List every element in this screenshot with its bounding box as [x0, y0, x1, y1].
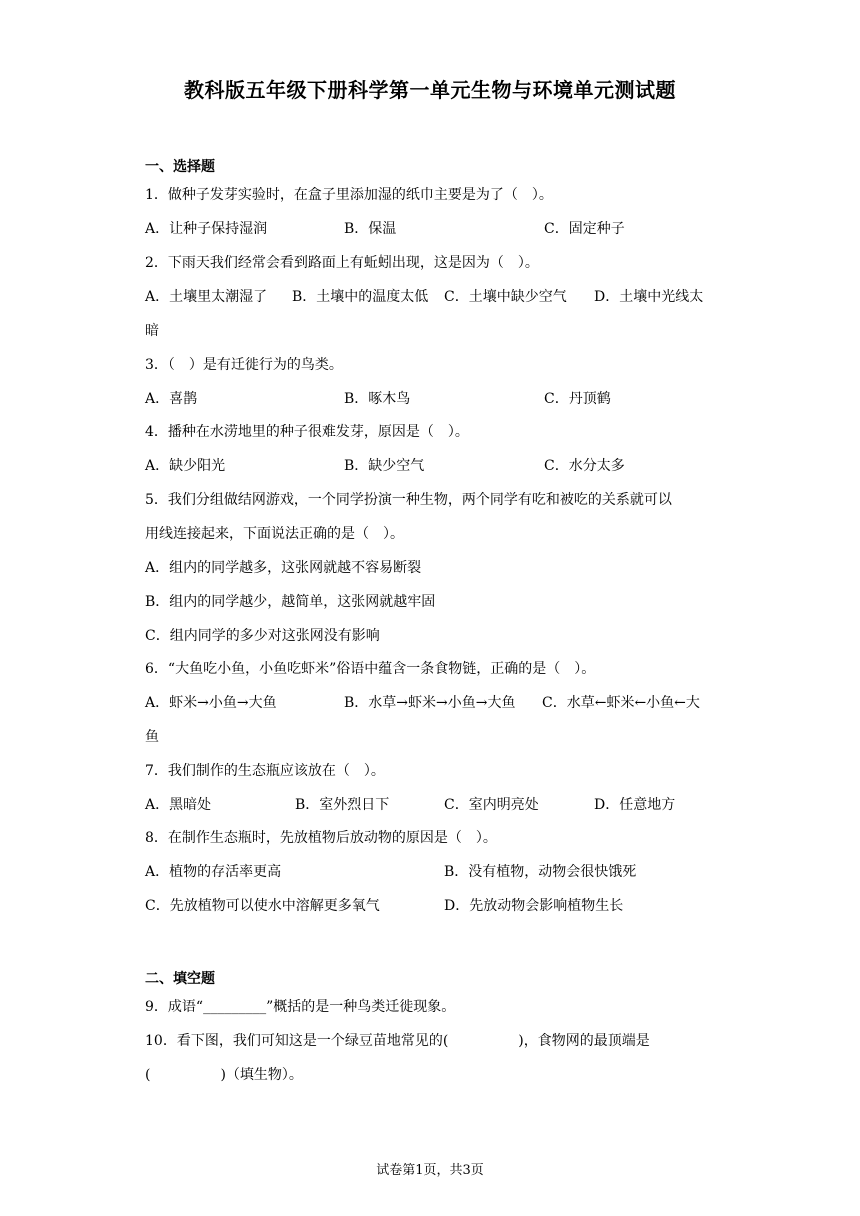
question-6-stem: 6．“大鱼吃小鱼，小鱼吃虾米”俗语中蕴含一条食物链，正确的是（ ）。: [145, 661, 596, 677]
question-5-option-a: A．组内的同学越多，这张网就越不容易断裂: [145, 560, 422, 576]
option-a: A．喜鹊: [145, 391, 198, 407]
option-c: C．室内明亮处: [444, 797, 539, 813]
section-heading-choice: 一、选择题: [145, 159, 215, 175]
option-c: C．先放植物可以使水中溶解更多氧气: [145, 898, 380, 914]
page-title: 教科版五年级下册科学第一单元生物与环境单元测试题: [184, 78, 676, 102]
option-c: C．丹顶鹤: [544, 391, 611, 407]
question-3-stem: 3．（ ）是有迁徙行为的鸟类。: [145, 357, 343, 373]
question-4-stem: 4．播种在水涝地里的种子很难发芽，原因是（ ）。: [145, 424, 469, 440]
question-1-stem: 1．做种子发芽实验时，在盒子里添加湿的纸巾主要是为了（ ）。: [145, 187, 553, 203]
option-d: D．土壤中光线太: [594, 289, 704, 305]
question-2-option-continuation: 暗: [145, 323, 159, 339]
question-5-stem-line2: 用线连接起来，下面说法正确的是（ ）。: [145, 526, 404, 542]
option-a: A．让种子保持湿润: [145, 221, 268, 237]
option-b: B．没有植物，动物会很快饿死: [444, 864, 637, 880]
option-a: A．土壤里太潮湿了: [145, 289, 268, 305]
option-b: B．室外烈日下: [295, 797, 390, 813]
option-c: C．固定种子: [544, 221, 625, 237]
option-a: A．植物的存活率更高: [145, 864, 282, 880]
question-5-option-c: C．组内同学的多少对这张网没有影响: [145, 628, 380, 644]
option-c: C．土壤中缺少空气: [444, 289, 567, 305]
option-b: B．土壤中的温度太低: [292, 289, 429, 305]
question-5-stem-line1: 5．我们分组做结网游戏，一个同学扮演一种生物，两个同学有吃和被吃的关系就可以: [145, 492, 672, 508]
section-heading-fill: 二、填空题: [145, 971, 215, 987]
question-7-stem: 7．我们制作的生态瓶应该放在（ ）。: [145, 763, 385, 779]
question-8-stem: 8．在制作生态瓶时，先放植物后放动物的原因是（ ）。: [145, 830, 497, 846]
question-6-option-continuation: 鱼: [145, 729, 159, 745]
option-b: B．水草→虾米→小鱼→大鱼: [344, 695, 516, 711]
option-c: C．水草←虾米←小鱼←大: [542, 695, 700, 711]
option-b: B．保温: [344, 221, 397, 237]
option-d: D．先放动物会影响植物生长: [444, 898, 624, 914]
option-c: C．水分太多: [544, 458, 625, 474]
question-2-stem: 2．下雨天我们经常会看到路面上有蚯蚓出现，这是因为（ ）。: [145, 255, 539, 271]
question-10-line2: ( )（填生物）。: [145, 1067, 303, 1083]
question-9: 9．成语“_________”概括的是一种鸟类迁徙现象。: [145, 999, 456, 1015]
option-a: A．缺少阳光: [145, 458, 226, 474]
question-5-option-b: B．组内的同学越少，越简单，这张网就越牢固: [145, 594, 436, 610]
option-b: B．缺少空气: [344, 458, 425, 474]
option-a: A．虾米→小鱼→大鱼: [145, 695, 277, 711]
option-b: B．啄木鸟: [344, 391, 411, 407]
page-footer: 试卷第1页，共3页: [376, 1163, 484, 1178]
option-d: D．任意地方: [594, 797, 676, 813]
option-a: A．黑暗处: [145, 797, 212, 813]
question-10-line1: 10．看下图，我们可知这是一个绿豆苗地常见的( )，食物网的最顶端是: [145, 1033, 650, 1049]
